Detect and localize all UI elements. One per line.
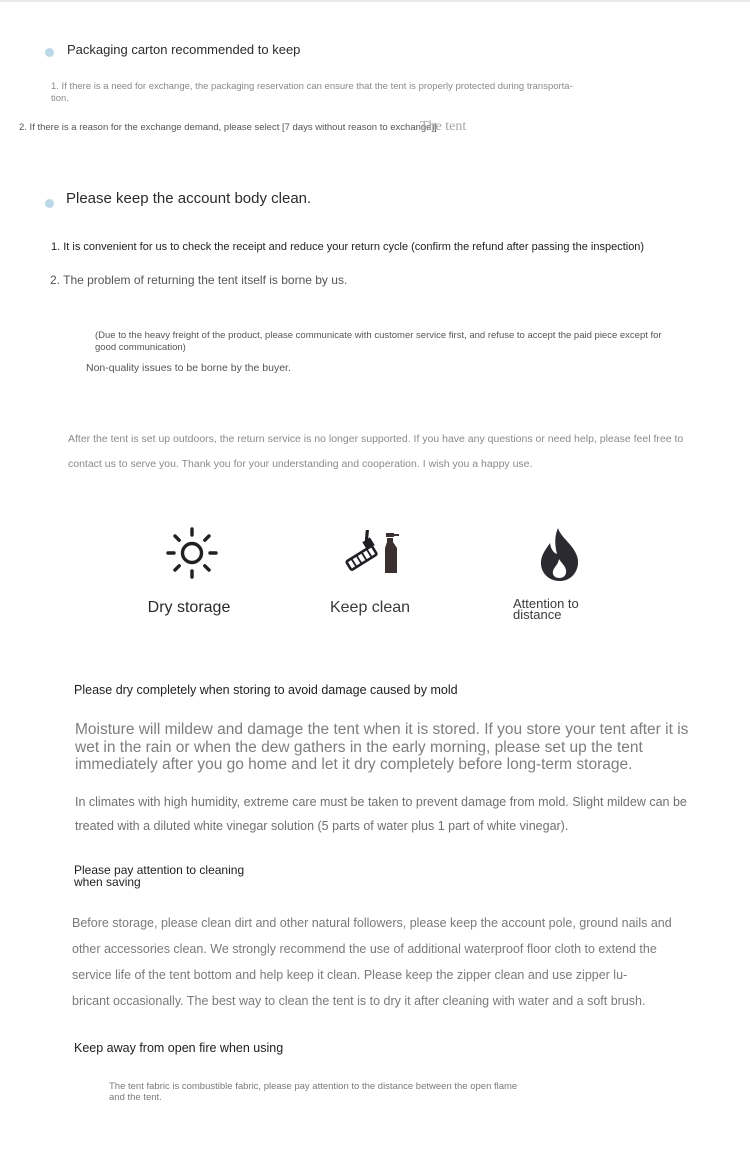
packaging-item-1: 1. If there is a need for exchange, the packaging reservation can ensure that the tent is properly protected during transporta- tion. [51, 81, 573, 104]
dry-heading: Please dry completely when storing to avoid damage caused by mold [74, 683, 458, 697]
return-item-1: 1. It is convenient for us to check the receipt and reduce your return cycle (confirm the refund after passing the inspection) [51, 241, 645, 253]
feature-label-attention-distance: Attention to distance [513, 596, 579, 622]
packaging-item-2: 2. If there is a reason for the exchange demand, please select [7 days without reason to exchange]] [19, 122, 437, 133]
clean-heading: Please pay attention to cleaning when saving [74, 863, 245, 889]
after-setup-paragraph: After the tent is set up outdoors, the return service is no longer supported. If you have any questions or need help, please feel free to contact us to serve you. Thank you for your understanding and cooperation. I wish you a happy use. [68, 433, 684, 470]
top-divider [0, 0, 750, 2]
section-title-clean-body: Please keep the account body clean. [66, 190, 312, 207]
sun-icon [165, 526, 219, 580]
return-item-2: 2. The problem of returning the tent itself is borne by us. [50, 273, 348, 287]
dry-paragraph-2: In climates with high humidity, extreme care must be taken to prevent damage from mold. Slight mildew can be treated with a diluted white vinegar solution (5 parts of water plus 1 part of white vinegar). [75, 795, 687, 833]
section-title-packaging: Packaging carton recommended to keep [67, 42, 301, 57]
ghost-watermark-text: The tent [420, 119, 467, 134]
cleaning-brush-spray-icon [342, 530, 404, 576]
freight-note: (Due to the heavy freight of the product, please communicate with customer service first, and refuse to accept the paid piece except for good communication) [95, 330, 662, 353]
clean-paragraph: Before storage, please clean dirt and other natural followers, please keep the account pole, ground nails and other accessories clean. We strongly recommend the use of additional waterproof floor cloth to extend the service life of the tent bottom and help keep it clean. Please keep the zipper clean and use zipper lu- bricant occasionally. The best way to clean the tent is to dry it after cleaning with water and a soft brush. [72, 916, 672, 1008]
bullet-dot [45, 48, 54, 57]
buyer-note: Non-quality issues to be borne by the buyer. [86, 362, 291, 374]
dry-paragraph-1: Moisture will mildew and damage the tent when it is stored. If you store your tent after it is wet in the rain or when the dew gathers in the early morning, please set up the tent immediately after you go home and let it dry completely before long-term storage. [75, 721, 689, 773]
feature-label-dry-storage: Dry storage [147, 599, 231, 616]
flame-icon [537, 526, 583, 584]
feature-label-keep-clean: Keep clean [329, 599, 411, 616]
fire-heading: Keep away from open fire when using [74, 1041, 284, 1055]
fire-paragraph: The tent fabric is combustible fabric, please pay attention to the distance between the open flame and the tent. [109, 1081, 518, 1103]
bullet-dot [45, 199, 54, 208]
